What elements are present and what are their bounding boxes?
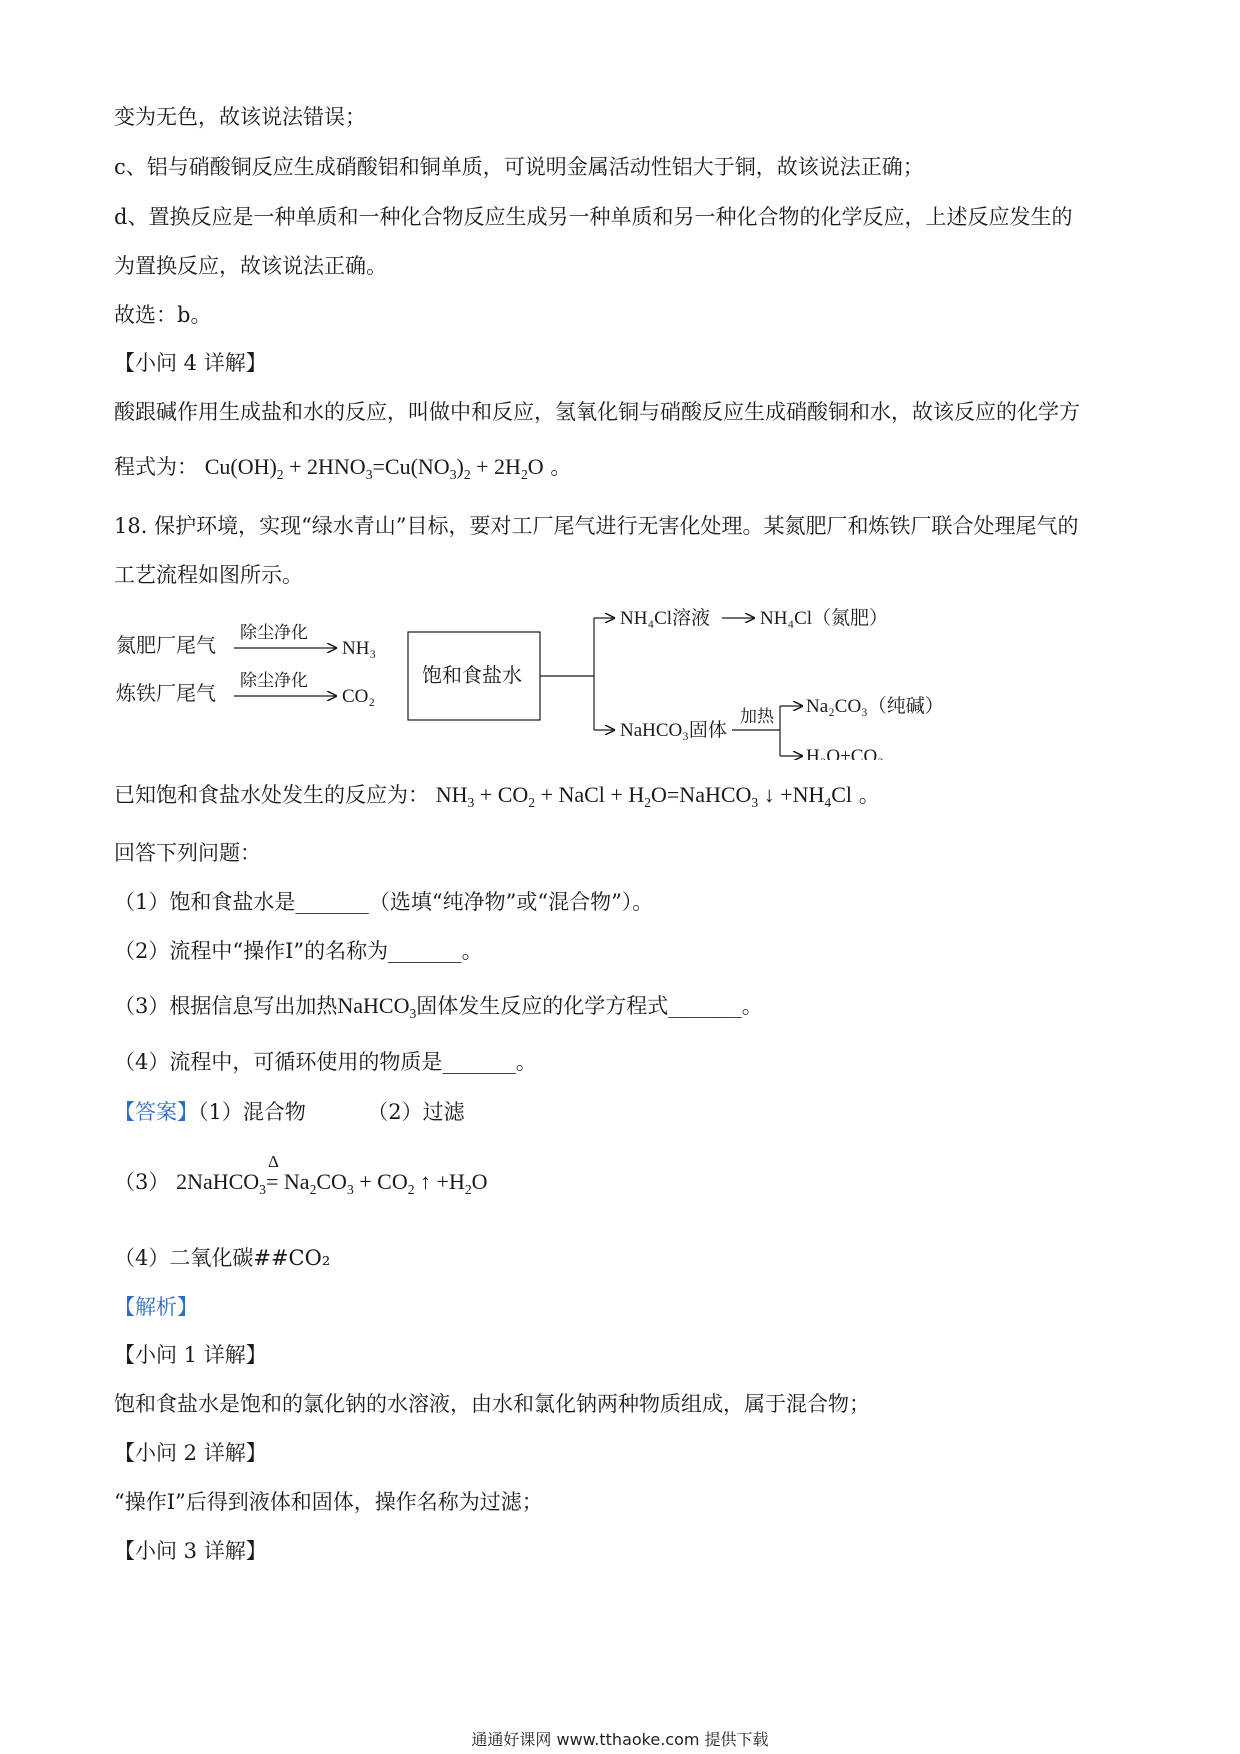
text-line: 工艺流程如图所示。 — [114, 563, 303, 587]
step-label-1: 除尘净化 — [240, 623, 308, 643]
output-nahco3-solid: NaHCO₃固体 — [620, 720, 727, 741]
text-line: “操作Ⅰ”后得到液体和固体，操作名称为过滤； — [114, 1490, 543, 1514]
text-line: 故选：b。 — [114, 303, 212, 327]
section-heading: 【小问 3 详解】 — [114, 1539, 267, 1563]
section-heading: 【小问 1 详解】 — [114, 1343, 267, 1367]
product-nh3: NH₃ — [342, 638, 377, 659]
heat-label: 加热 — [740, 707, 774, 727]
question-title: 18. 保护环境，实现“绿水青山”目标，要对工厂尾气进行无害化处理。某氮肥厂和炼铁厂联合处理尾气的 — [114, 514, 1079, 538]
answer-3-line — [114, 1152, 488, 1197]
answer-3-prefix: （3） — [114, 1170, 170, 1194]
q3-suffix: 固体发生反应的化学方程式_______。 — [416, 994, 763, 1018]
process-flow-svg — [114, 600, 1014, 760]
text-line: d、置换反应是一种单质和一种化合物反应生成另一种单质和另一种化合物的化学反应，上述反应发生的 — [114, 205, 1073, 229]
equation-prefix: 程式为： — [114, 455, 198, 479]
known-prefix: 已知饱和食盐水处发生的反应为： — [114, 783, 429, 807]
output-water-co2: H₂O+CO₂ — [806, 746, 884, 760]
equation-line — [114, 452, 571, 482]
step-label-2: 除尘净化 — [240, 671, 308, 691]
output-nh4cl-solution: NH₄Cl溶液 — [620, 608, 711, 629]
analysis-tag: 【解析】 — [114, 1295, 198, 1319]
product-co2: CO₂ — [342, 686, 376, 707]
output-soda-ash: Na₂CO₃（纯碱） — [806, 696, 944, 717]
question-1: （1）饱和食盐水是_______（选填“纯净物”或“混合物”）。 — [114, 890, 654, 914]
text-line: 回答下列问题： — [114, 841, 261, 865]
answer-line — [114, 1097, 465, 1127]
text-line: c、铝与硝酸铜反应生成硝酸铝和铜单质，可说明金属活动性铝大于铜，故该说法正确； — [114, 155, 924, 179]
known-reaction-line — [114, 780, 880, 810]
question-3 — [114, 991, 763, 1021]
text-line: 饱和食盐水是饱和的氯化钠的水溶液，由水和氯化钠两种物质组成，属于混合物； — [114, 1392, 870, 1416]
heat-condition: Δ = — [265, 1152, 279, 1194]
section-heading: 【小问 2 详解】 — [114, 1441, 267, 1465]
answer-tag: 【答案】 — [114, 1100, 198, 1124]
text-line: 酸跟碱作用生成盐和水的反应，叫做中和反应，氢氧化铜与硝酸反应生成硝酸铜和水，故该反应的化学方 — [114, 400, 1080, 424]
known-suffix: 。 — [858, 783, 880, 807]
equation-formula: $Cu(OH)_2 + 2HNO_3=Cu(NO_3)_2 + 2H_2O$ — [204, 454, 544, 482]
section-heading: 【小问 4 详解】 — [114, 351, 267, 375]
source-iron-plant: 炼铁厂尾气 — [116, 681, 216, 705]
question-2: （2）流程中“操作Ⅰ”的名称为_______。 — [114, 939, 483, 963]
source-ammonia-plant: 氮肥厂尾气 — [116, 633, 216, 657]
text-line: 变为无色，故该说法错误； — [114, 105, 366, 129]
q3-formula: NaHCO$_3$ — [337, 993, 417, 1021]
answer-4: （4）二氧化碳##CO₂ — [114, 1246, 331, 1270]
q3-prefix: （3）根据信息写出加热 — [114, 994, 338, 1018]
equation-suffix: 。 — [550, 455, 572, 479]
answer-3-formula: 2NaHCO$_3$ Δ = $Na_2CO_3 + CO_2$ ↑ $+H_2O$ — [176, 1152, 488, 1197]
text-line: 为置换反应，故该说法正确。 — [114, 254, 387, 278]
answer-2: （2）过滤 — [367, 1100, 465, 1124]
output-nh4cl-fertilizer: NH₄Cl（氮肥） — [760, 608, 889, 629]
brine-label: 饱和食盐水 — [422, 663, 522, 687]
known-formula: $NH_3 + CO_2$ + NaCl + $H_2O=NaHCO_3$ ↓ $+NH_4Cl$ — [435, 782, 853, 810]
page-footer: 通通好课网 www.tthaoke.com 提供下载 — [471, 1730, 769, 1749]
question-4: （4）流程中，可循环使用的物质是_______。 — [114, 1050, 537, 1074]
process-flow-diagram — [114, 600, 1014, 760]
answer-1: （1）混合物 — [198, 1100, 306, 1124]
